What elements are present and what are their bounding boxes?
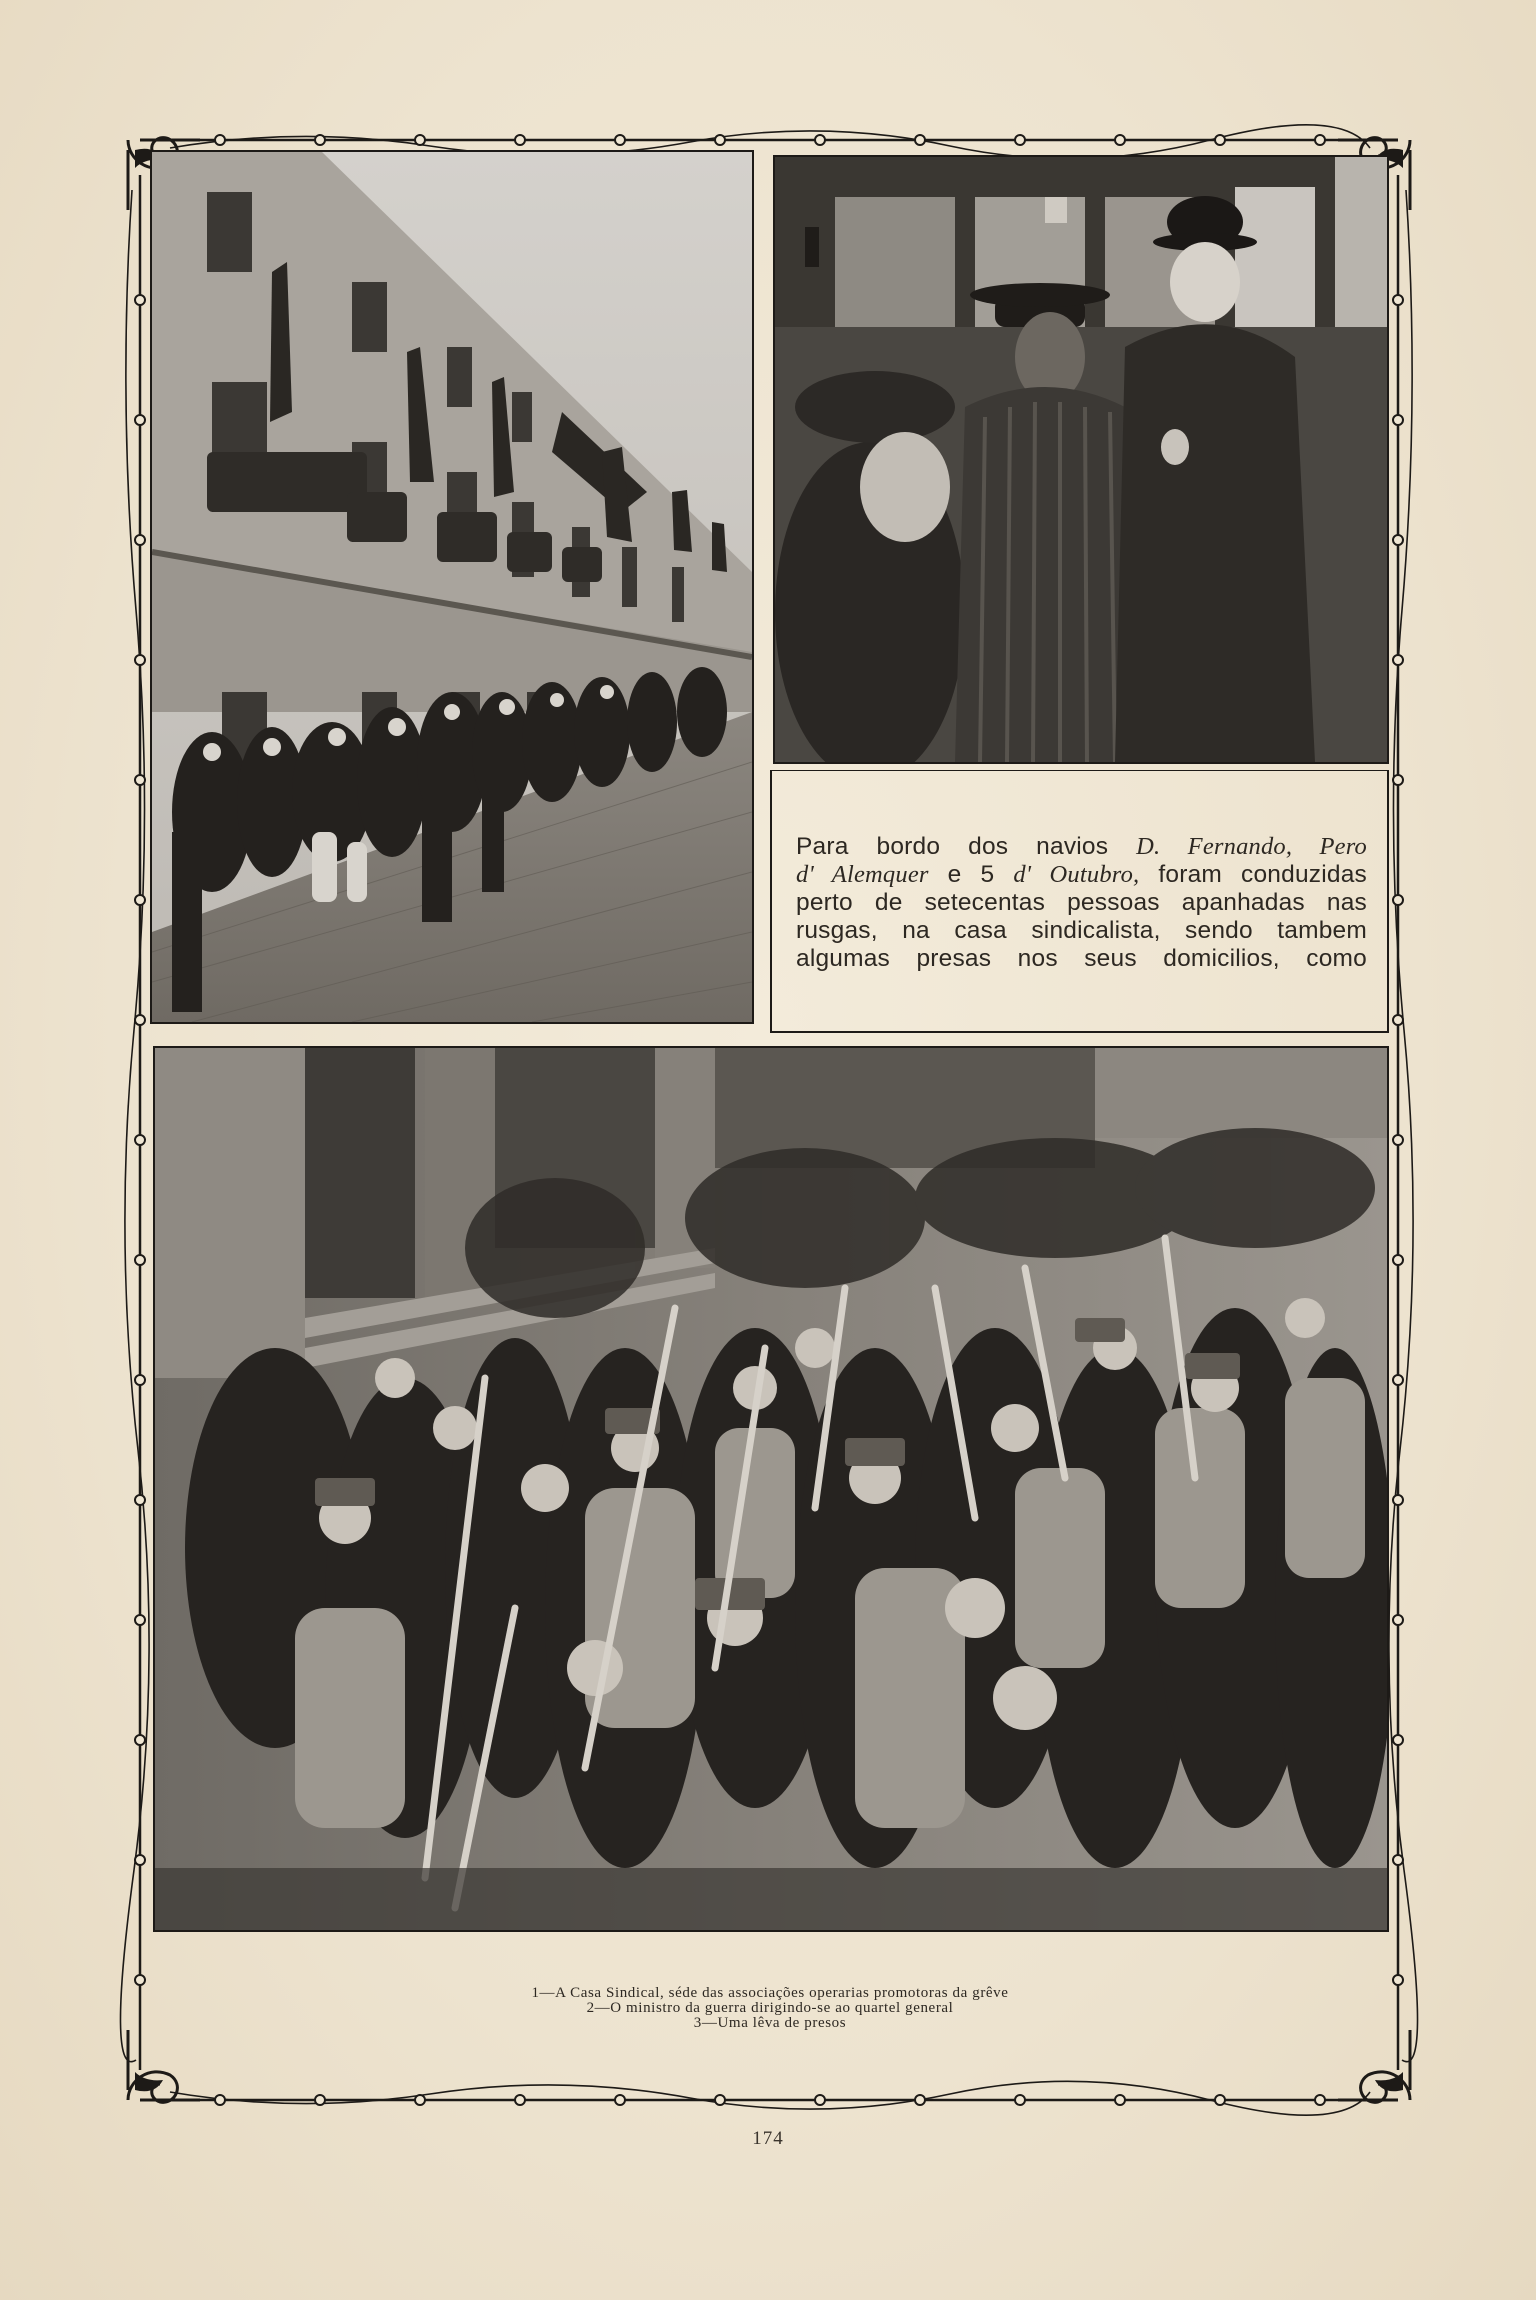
photo-casa-sindical: [150, 150, 754, 1024]
ship-name-alemquer: d' Alemquer: [796, 861, 929, 888]
article-text-block: [770, 770, 1389, 1033]
text-line-2-mid: e 5: [928, 861, 1014, 888]
caption-1: 1—A Casa Sindical, séde das associações operarias promotoras da grêve: [531, 1985, 1009, 2001]
ship-names-1: D. Fernando, Pero: [1136, 833, 1367, 860]
caption-3: 3—Uma lêva de presos: [693, 2015, 847, 2031]
text-line-4: rusgas, na casa sindicalista, sendo tambem: [796, 917, 1367, 944]
text-line-1: [796, 833, 1367, 861]
text-line-2-post: foram conduzidas: [1139, 861, 1367, 888]
text-line-3: perto de setecentas pessoas apanhadas nas: [796, 889, 1367, 916]
photo-leva-de-presos: [153, 1046, 1389, 1932]
page-number: 174: [752, 2128, 784, 2149]
text-line-2: [796, 861, 1367, 889]
article-paragraph: [796, 833, 1367, 973]
text-line-5: algumas presas nos seus domicilios, como: [796, 945, 1367, 972]
photo-captions: [200, 1986, 1340, 2031]
text-line-1-pre: Para bordo dos navios: [796, 833, 1137, 860]
ship-name-outubro: d' Outubro,: [1013, 861, 1140, 888]
caption-2: 2—O ministro da guerra dirigindo-se ao quartel general: [586, 2000, 954, 2016]
photo-ministro-guerra: [773, 155, 1389, 764]
